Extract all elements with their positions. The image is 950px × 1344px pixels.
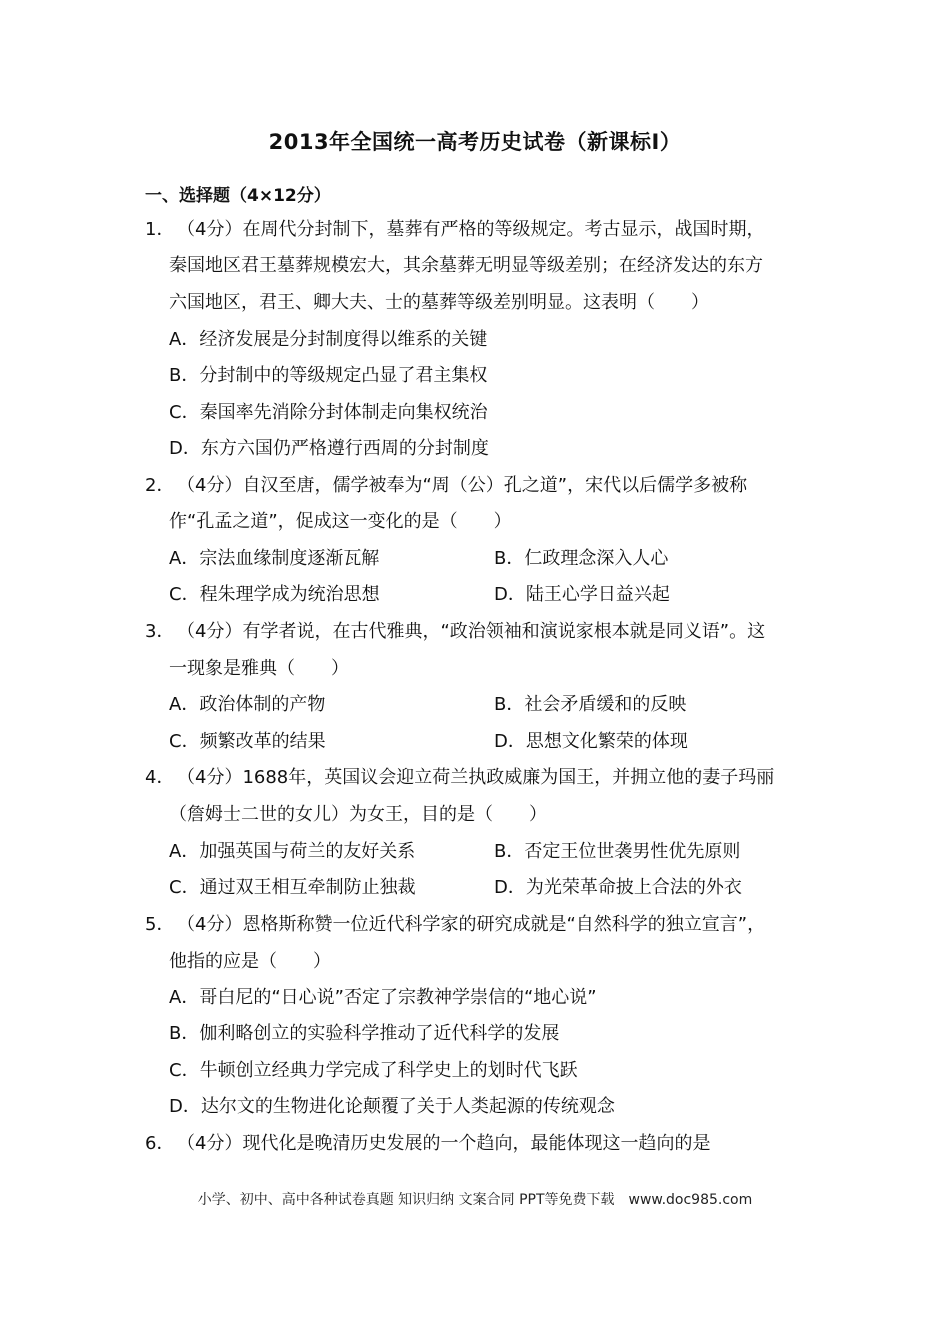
question-5-option-b: B．伽利略创立的实验科学推动了近代科学的发展 (169, 1023, 560, 1044)
question-4-number: 4． (145, 767, 175, 788)
question-5-option-d: D．达尔文的生物进化论颠覆了关于人类起源的传统观念 (169, 1096, 615, 1117)
page-title: 2013年全国统一高考历史试卷（新课标I） (268, 130, 682, 154)
question-5-option-a: A．哥白尼的“日心说”否定了宗教神学崇信的“地心说” (169, 987, 597, 1008)
question-1-option-d: D．东方六国仍严格遵行西周的分封制度 (169, 438, 489, 459)
question-2-number: 2． (145, 475, 175, 496)
question-6-number: 6． (145, 1133, 175, 1154)
question-2-option-d: D．陆王心学日益兴起 (494, 584, 670, 605)
question-3-option-d: D．思想文化繁荣的体现 (494, 731, 688, 752)
question-1-number: 1． (145, 219, 175, 240)
question-3-option-a: A．政治体制的产物 (169, 694, 326, 715)
question-4-option-c: C．通过双王相互牵制防止独裁 (169, 877, 416, 898)
question-4-option-a: A．加强英国与荷兰的友好关系 (169, 841, 416, 862)
question-5-stem-line-1: （4分）恩格斯称赞一位近代科学家的研究成就是“自然科学的独立宣言”， (177, 914, 766, 935)
question-3-option-c: C．频繁改革的结果 (169, 731, 326, 752)
question-5-number: 5． (145, 914, 175, 935)
question-4-option-d: D．为光荣革命披上合法的外衣 (494, 877, 742, 898)
question-3-number: 3． (145, 621, 175, 642)
question-1-option-c: C．秦国率先消除分封体制走向集权统治 (169, 402, 488, 423)
question-2-option-b: B．仁政理念深入人心 (494, 548, 669, 569)
question-3-stem-line-2: 一现象是雅典（ ） (169, 658, 349, 679)
question-5-stem-line-2: 他指的应是（ ） (169, 951, 331, 972)
question-1-option-a: A．经济发展是分封制度得以维系的关键 (169, 329, 488, 350)
question-4-stem-line-2: （詹姆士二世的女儿）为女王，目的是（ ） (169, 804, 547, 825)
question-2-stem-line-2: 作“孔孟之道”，促成这一变化的是（ ） (169, 511, 512, 532)
question-3-option-b: B．社会矛盾缓和的反映 (494, 694, 687, 715)
question-1-stem-line-2: 秦国地区君王墓葬规模宏大，其余墓葬无明显等级差别；在经济发达的东方 (169, 255, 763, 276)
question-4-option-b: B．否定王位世袭男性优先原则 (494, 841, 741, 862)
question-1-option-b: B．分封制中的等级规定凸显了君主集权 (169, 365, 488, 386)
question-2-stem-line-1: （4分）自汉至唐，儒学被奉为“周（公）孔之道”，宋代以后儒学多被称 (177, 475, 748, 496)
question-2-option-a: A．宗法血缘制度逐渐瓦解 (169, 548, 380, 569)
question-5-option-c: C．牛顿创立经典力学完成了科学史上的划时代飞跃 (169, 1060, 578, 1081)
page-footer: 小学、初中、高中各种试卷真题 知识归纳 文案合同 PPT等免费下载 www.doc985.com (197, 1192, 753, 1208)
question-6-stem-line-1: （4分）现代化是晚清历史发展的一个趋向，最能体现这一趋向的是 (177, 1133, 711, 1154)
question-4-stem-line-1: （4分）1688年，英国议会迎立荷兰执政威廉为国王，并拥立他的妻子玛丽 (177, 767, 775, 788)
question-2-option-c: C．程朱理学成为统治思想 (169, 584, 380, 605)
question-3-stem-line-1: （4分）有学者说，在古代雅典，“政治领袖和演说家根本就是同义语”。这 (177, 621, 766, 642)
section-heading: 一、选择题（4×12分） (145, 186, 331, 206)
question-1-stem-line-1: （4分）在周代分封制下，墓葬有严格的等级规定。考古显示，战国时期， (177, 219, 765, 240)
question-1-stem-line-3: 六国地区，君王、卿大夫、士的墓葬等级差别明显。这表明（ ） (169, 292, 709, 313)
